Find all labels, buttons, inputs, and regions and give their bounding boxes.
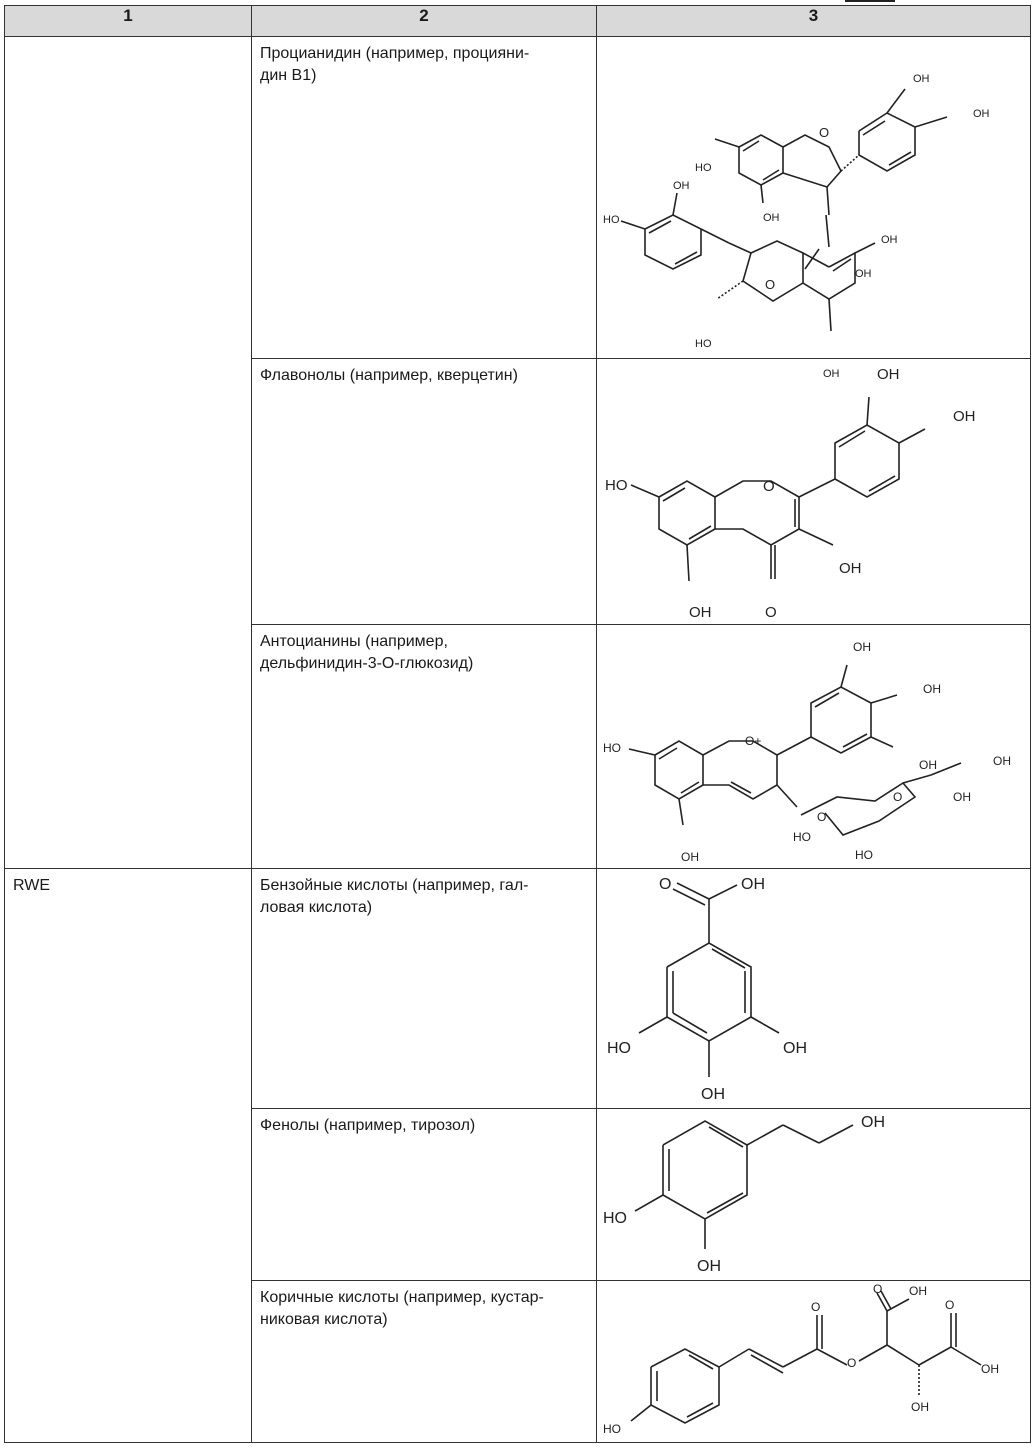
structure-cell <box>597 625 1031 869</box>
header-col-1: 1 <box>5 6 252 37</box>
header-col-3: 3 <box>597 6 1031 37</box>
compound-name-cell: Бензойные кислоты (например, гал- ловая кислота) <box>252 869 597 1109</box>
group-cell-2: RWE <box>5 869 252 1443</box>
svg-text:HO: HO <box>603 214 620 226</box>
structure-cell <box>597 359 1031 625</box>
header-col-2: 2 <box>252 6 597 37</box>
svg-text:OH: OH <box>689 604 712 621</box>
procyanidin-b1-structure <box>597 37 1029 380</box>
svg-text:O: O <box>811 1300 821 1314</box>
svg-text:OH: OH <box>783 1040 807 1057</box>
compound-name-cell: Процианидин (например, процияни- дин В1) <box>252 37 597 359</box>
compound-name-cell: Коричные кислоты (например, кустар- никовая кислота) <box>252 1281 597 1443</box>
svg-text:OH: OH <box>861 1114 885 1131</box>
svg-text:OH: OH <box>923 682 941 696</box>
structure-cell <box>597 869 1031 1109</box>
svg-text:OH: OH <box>673 180 690 192</box>
svg-text:OH: OH <box>909 1284 927 1298</box>
svg-text:OH: OH <box>911 1400 929 1414</box>
svg-text:HO: HO <box>605 477 628 494</box>
group-cell-1 <box>5 37 252 869</box>
top-edge-mark <box>845 0 895 2</box>
svg-text:OH: OH <box>853 640 871 654</box>
svg-text:OH: OH <box>919 758 937 772</box>
compounds-table <box>4 5 1031 1443</box>
svg-text:O: O <box>847 1356 857 1370</box>
svg-text:O: O <box>819 125 830 140</box>
svg-text:OH: OH <box>993 754 1011 768</box>
quercetin-structure <box>597 359 1029 623</box>
svg-text:O: O <box>765 604 777 621</box>
delphinidin-3-o-glucoside-structure <box>597 625 1029 867</box>
table-row <box>5 869 1031 1109</box>
svg-text:OH: OH <box>697 1258 721 1275</box>
structure-cell <box>597 1109 1031 1281</box>
structure-cell <box>597 1281 1031 1443</box>
svg-text:HO: HO <box>603 1422 621 1436</box>
svg-text:HO: HO <box>607 1040 631 1057</box>
compound-name-cell: Фенолы (например, тирозол) <box>252 1109 597 1281</box>
svg-text:O: O <box>945 1298 955 1312</box>
compound-name-cell: Флавонолы (например, кверцетин) <box>252 359 597 625</box>
svg-text:O: O <box>659 876 672 893</box>
compound-name-cell: Антоцианины (например, дельфинидин-3-О-глюкозид) <box>252 625 597 869</box>
gallic-acid-structure <box>597 869 1029 1107</box>
svg-text:HO: HO <box>603 741 621 755</box>
svg-text:O: O <box>893 790 903 804</box>
coutaric-acid-structure <box>597 1281 1029 1441</box>
svg-text:OH: OH <box>763 212 780 224</box>
svg-text:OH: OH <box>839 560 862 577</box>
svg-text:O+: O+ <box>745 734 762 748</box>
svg-text:HO: HO <box>695 162 712 174</box>
svg-text:O: O <box>873 1282 883 1296</box>
svg-text:O: O <box>817 810 827 824</box>
structure-cell <box>597 37 1031 380</box>
svg-text:OH: OH <box>913 73 930 85</box>
table-row <box>5 37 1031 359</box>
svg-text:OH: OH <box>681 850 699 864</box>
svg-text:O: O <box>765 277 776 292</box>
svg-text:OH: OH <box>953 790 971 804</box>
svg-text:HO: HO <box>695 338 712 350</box>
svg-text:OH: OH <box>881 234 898 246</box>
svg-text:HO: HO <box>793 830 811 844</box>
svg-text:OH: OH <box>701 1086 725 1103</box>
tyrosol-structure <box>597 1109 1029 1279</box>
svg-text:OH: OH <box>973 108 990 120</box>
svg-text:OH: OH <box>855 268 872 280</box>
svg-text:OH: OH <box>877 366 900 383</box>
svg-text:OH: OH <box>823 368 840 380</box>
svg-text:OH: OH <box>741 876 765 893</box>
svg-text:HO: HO <box>855 848 873 862</box>
svg-text:OH: OH <box>981 1362 999 1376</box>
svg-text:OH: OH <box>953 408 976 425</box>
svg-text:HO: HO <box>603 1210 627 1227</box>
svg-text:O: O <box>763 478 775 495</box>
header-row <box>5 6 1031 37</box>
